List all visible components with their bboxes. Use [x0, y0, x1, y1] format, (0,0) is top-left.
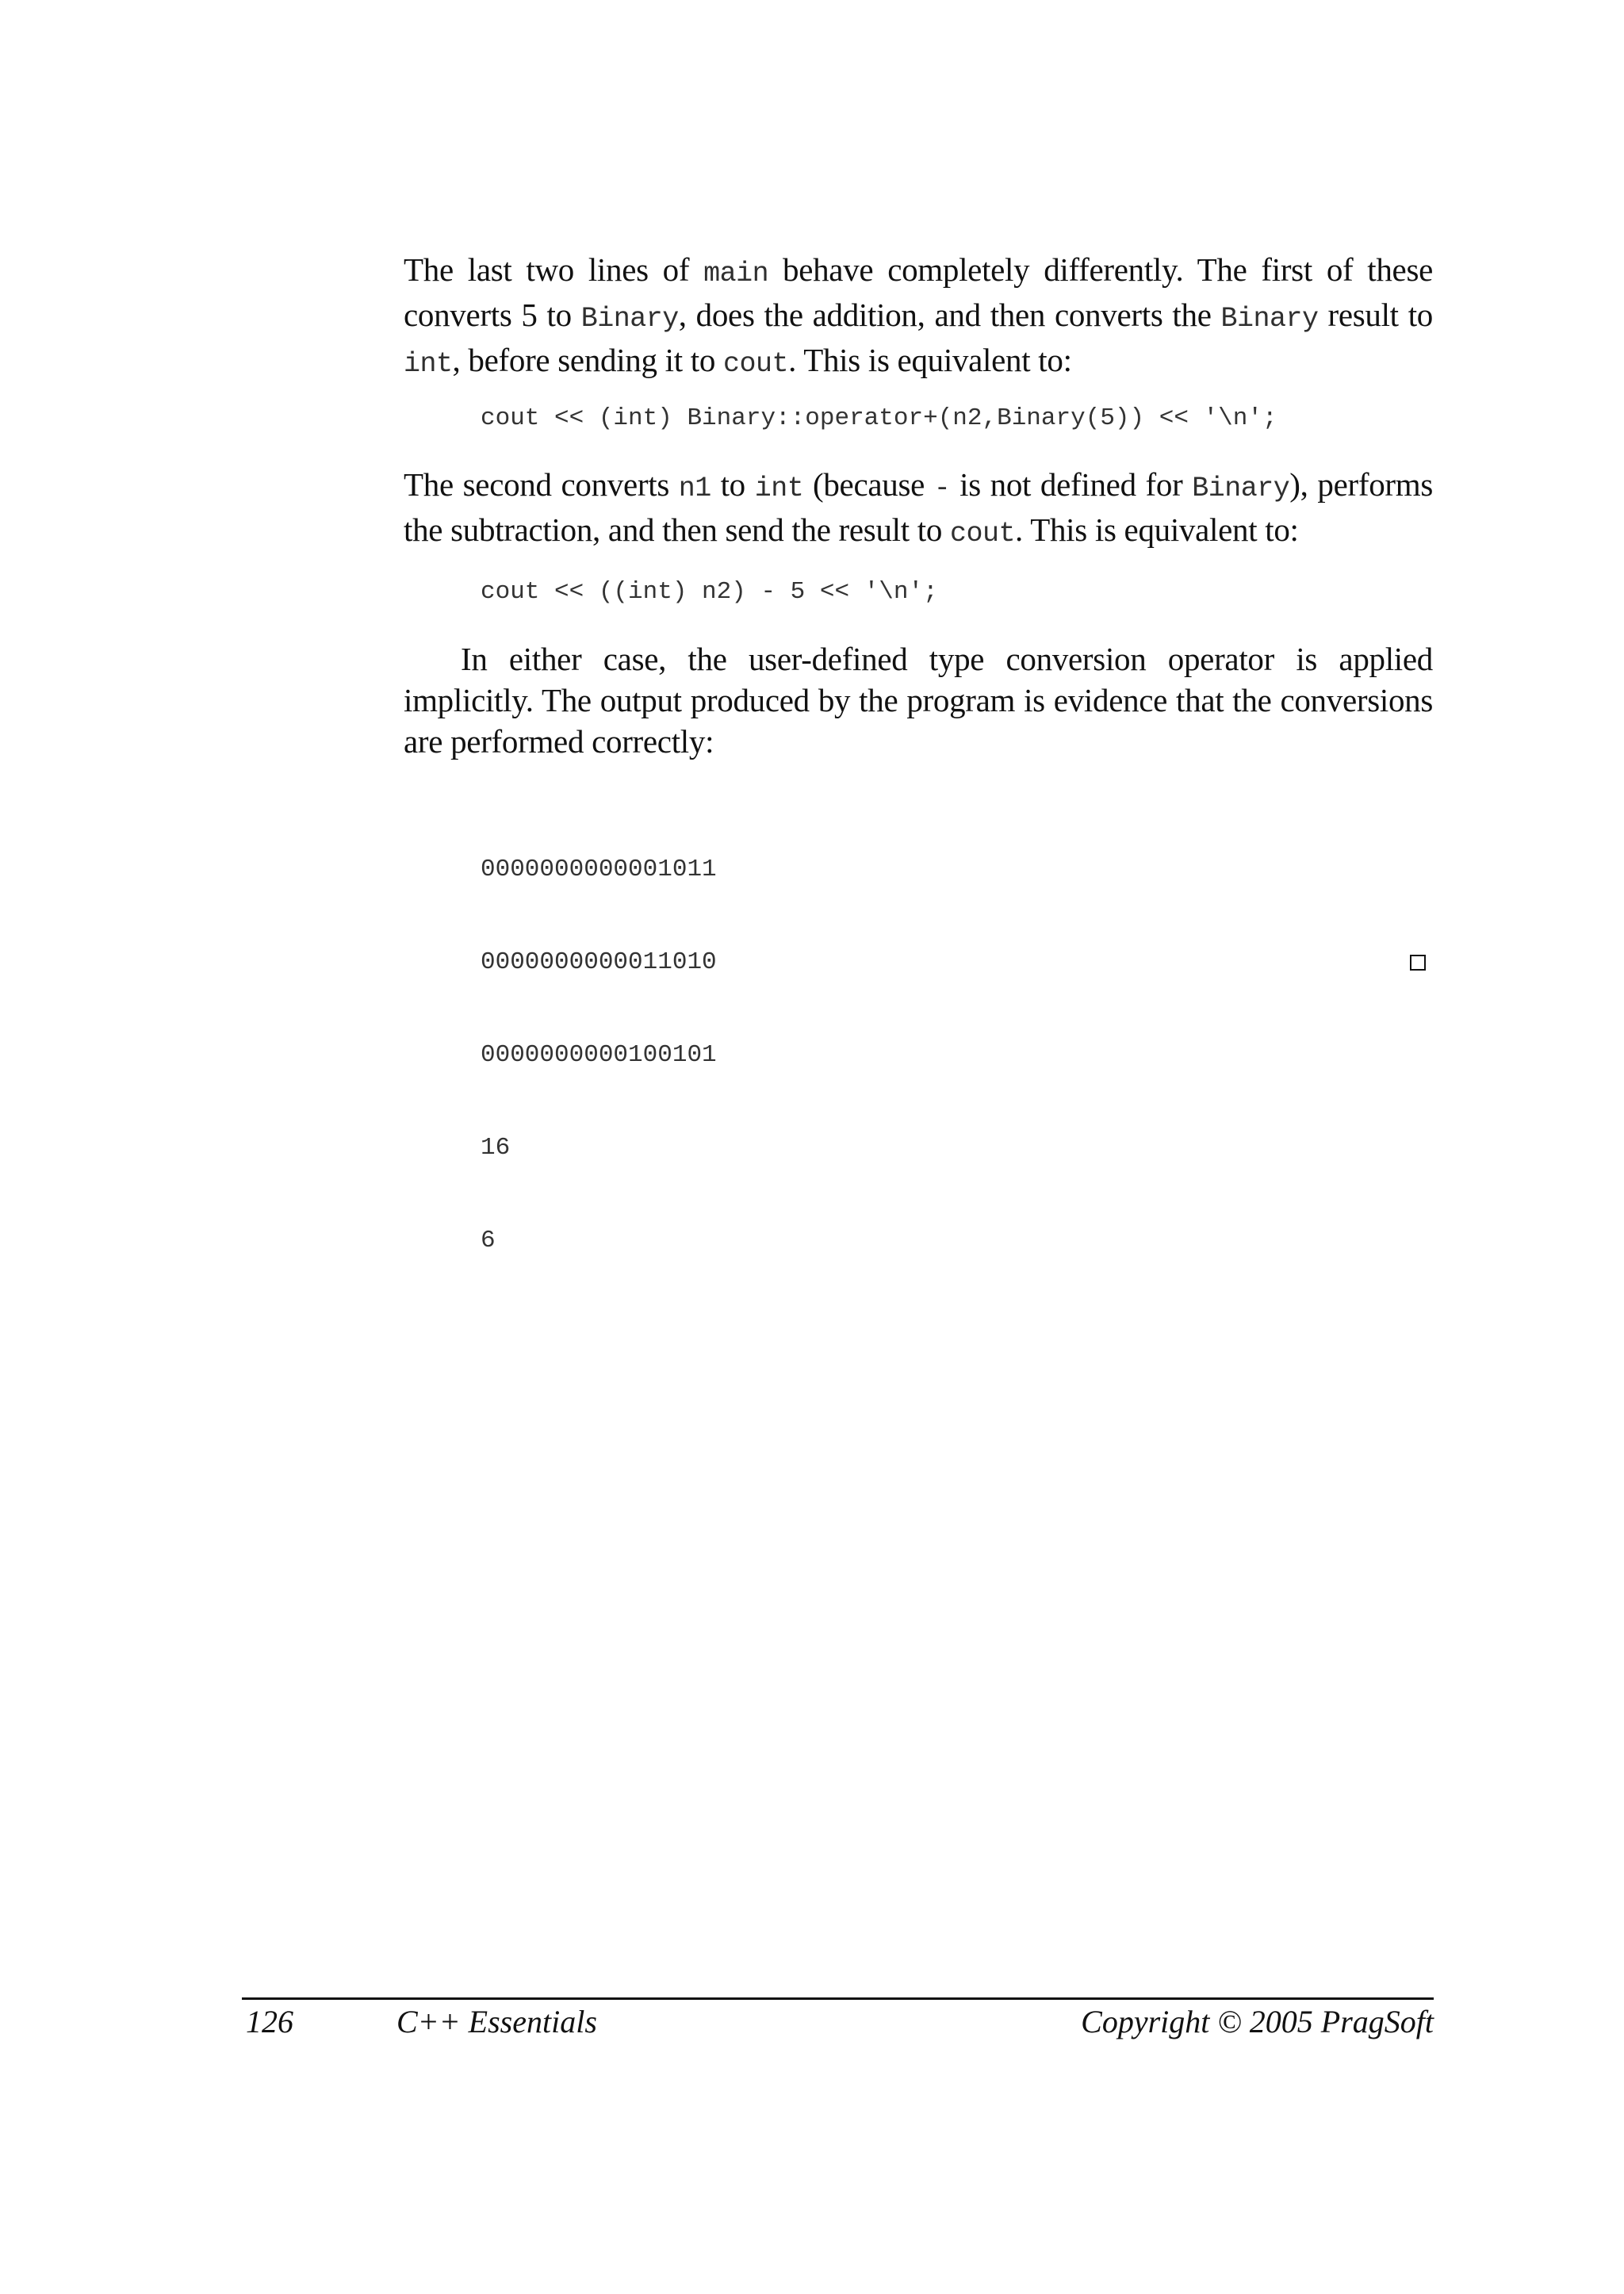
inline-code: main [703, 258, 769, 289]
text-run: The last two lines of [404, 251, 704, 288]
text-run: ), performs the subtraction, and then send the result to [404, 466, 1433, 548]
inline-code: cout [950, 518, 1016, 550]
output-line: 16 [481, 1134, 511, 1162]
inline-code: int [404, 348, 453, 380]
paragraph-implicit-conversion [404, 638, 1433, 762]
output-line: 6 [481, 1227, 496, 1254]
text-run: behave completely differently. The first of these converts 5 to [404, 251, 1433, 333]
text-run: . This is equivalent to: [788, 342, 1072, 378]
text-run: In either case, the user-defined type conversion operator is applied implicitly. The output produced by the program is evidence that the conversions are performed correctly: [404, 641, 1433, 760]
paragraph-3-text [404, 638, 1433, 762]
inline-code: Binary [580, 303, 679, 335]
text-run: to [710, 466, 755, 503]
text-run: is not defined for [950, 466, 1193, 503]
program-output [481, 792, 717, 1318]
inline-code: Binary [1192, 473, 1290, 504]
inline-code: - [933, 473, 951, 504]
text-run: , does the addition, and then converts the [678, 297, 1221, 333]
footer-page-number: 126 [246, 2004, 293, 2039]
code-example-1: cout << (int) Binary::operator+(n2,Binary(5)) << '\n'; [481, 404, 1277, 432]
inline-code: int [754, 473, 804, 504]
text-run: , before sending it to [452, 342, 724, 378]
output-line: 0000000000001011 [481, 856, 717, 883]
inline-code: cout [723, 348, 789, 380]
code-example-2: cout << ((int) n2) - 5 << '\n'; [481, 578, 938, 606]
footer-divider [242, 1997, 1434, 2000]
end-of-example-square-icon [1410, 955, 1426, 971]
text-run: (because [803, 466, 934, 503]
footer-book-title: C++ Essentials [396, 2004, 597, 2039]
text-run: . This is equivalent to: [1015, 511, 1299, 548]
inline-code: Binary [1220, 303, 1319, 335]
inline-code: n1 [678, 473, 711, 504]
text-run: result to [1318, 297, 1433, 333]
paragraph-main-conversion [404, 249, 1433, 385]
text-run: The second converts [404, 466, 679, 503]
paragraph-1-text [404, 249, 1433, 385]
footer-copyright: Copyright © 2005 PragSoft [1081, 2004, 1434, 2039]
output-line: 0000000000100101 [481, 1041, 717, 1069]
paragraph-second-conversion [404, 464, 1433, 554]
paragraph-2-text [404, 464, 1433, 554]
output-line: 0000000000011010 [481, 948, 717, 976]
